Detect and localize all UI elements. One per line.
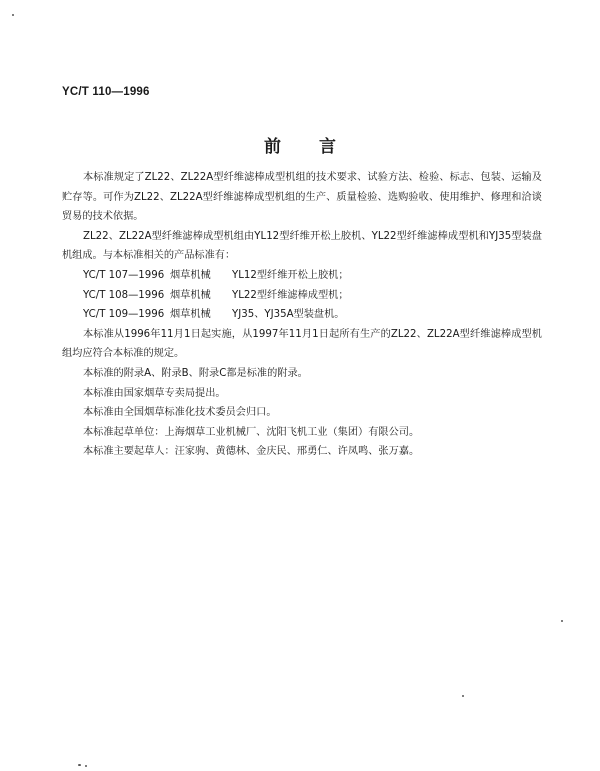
paragraph-appendices: 本标准的附录A、附录B、附录C都是标准的附录。 <box>83 367 308 379</box>
scan-speck <box>78 764 81 766</box>
reference-code: YC/T 107—1996 <box>83 269 165 281</box>
reference-code: YC/T 108—1996 <box>83 289 165 301</box>
scan-speck <box>12 14 14 16</box>
paragraph-composition: ZL22、ZL22A型纤维滤棒成型机组由YL12型纤维开松上胶机、YL22型纤维滤棒成型机和YJ35型装盘机组成。与本标准相关的产品标准有： <box>62 230 542 262</box>
reference-standard <box>62 286 542 306</box>
reference-name: YL22型纤维滤棒成型机； <box>232 289 349 301</box>
reference-name: YL12型纤维开松上胶机； <box>232 269 349 281</box>
paragraph-committee: 本标准由全国烟草标准化技术委员会归口。 <box>83 407 277 419</box>
standard-code: YC/T 110—1996 <box>62 86 150 98</box>
scan-speck <box>561 620 563 622</box>
document-body <box>62 168 542 462</box>
reference-standard <box>62 266 542 286</box>
paragraph-drafters: 本标准主要起草人：汪家驹、黄德林、金庆民、邢勇仁、许凤鸣、张万嘉。 <box>83 446 420 458</box>
paragraph-proposer: 本标准由国家烟草专卖局提出。 <box>83 387 226 399</box>
page-title: 前言 <box>264 137 374 157</box>
paragraph-scope: 本标准规定了ZL22、ZL22A型纤维滤棒成型机组的技术要求、试验方法、检验、标志、包装、运输及贮存等。可作为ZL22、ZL22A型纤维滤棒成型机组的生产、质量检验、选购验收、使用维护、修理和洽谈贸易的技术依据。 <box>62 172 542 223</box>
reference-category: 烟草机械 <box>170 309 211 321</box>
scan-speck <box>462 695 464 697</box>
scan-speck <box>85 765 87 767</box>
reference-name: YJ35、YJ35A型装盘机。 <box>232 309 345 321</box>
reference-code: YC/T 109—1996 <box>83 309 165 321</box>
paragraph-drafting-units: 本标准起草单位：上海烟草工业机械厂、沈阳飞机工业（集团）有限公司。 <box>83 426 420 438</box>
paragraph-effective-date: 本标准从1996年11月1日起实施，从1997年11月1日起所有生产的ZL22、ZL22A型纤维滤棒成型机组均应符合本标准的规定。 <box>62 328 542 360</box>
reference-category: 烟草机械 <box>170 289 211 301</box>
reference-standard <box>62 305 542 325</box>
reference-category: 烟草机械 <box>170 269 211 281</box>
